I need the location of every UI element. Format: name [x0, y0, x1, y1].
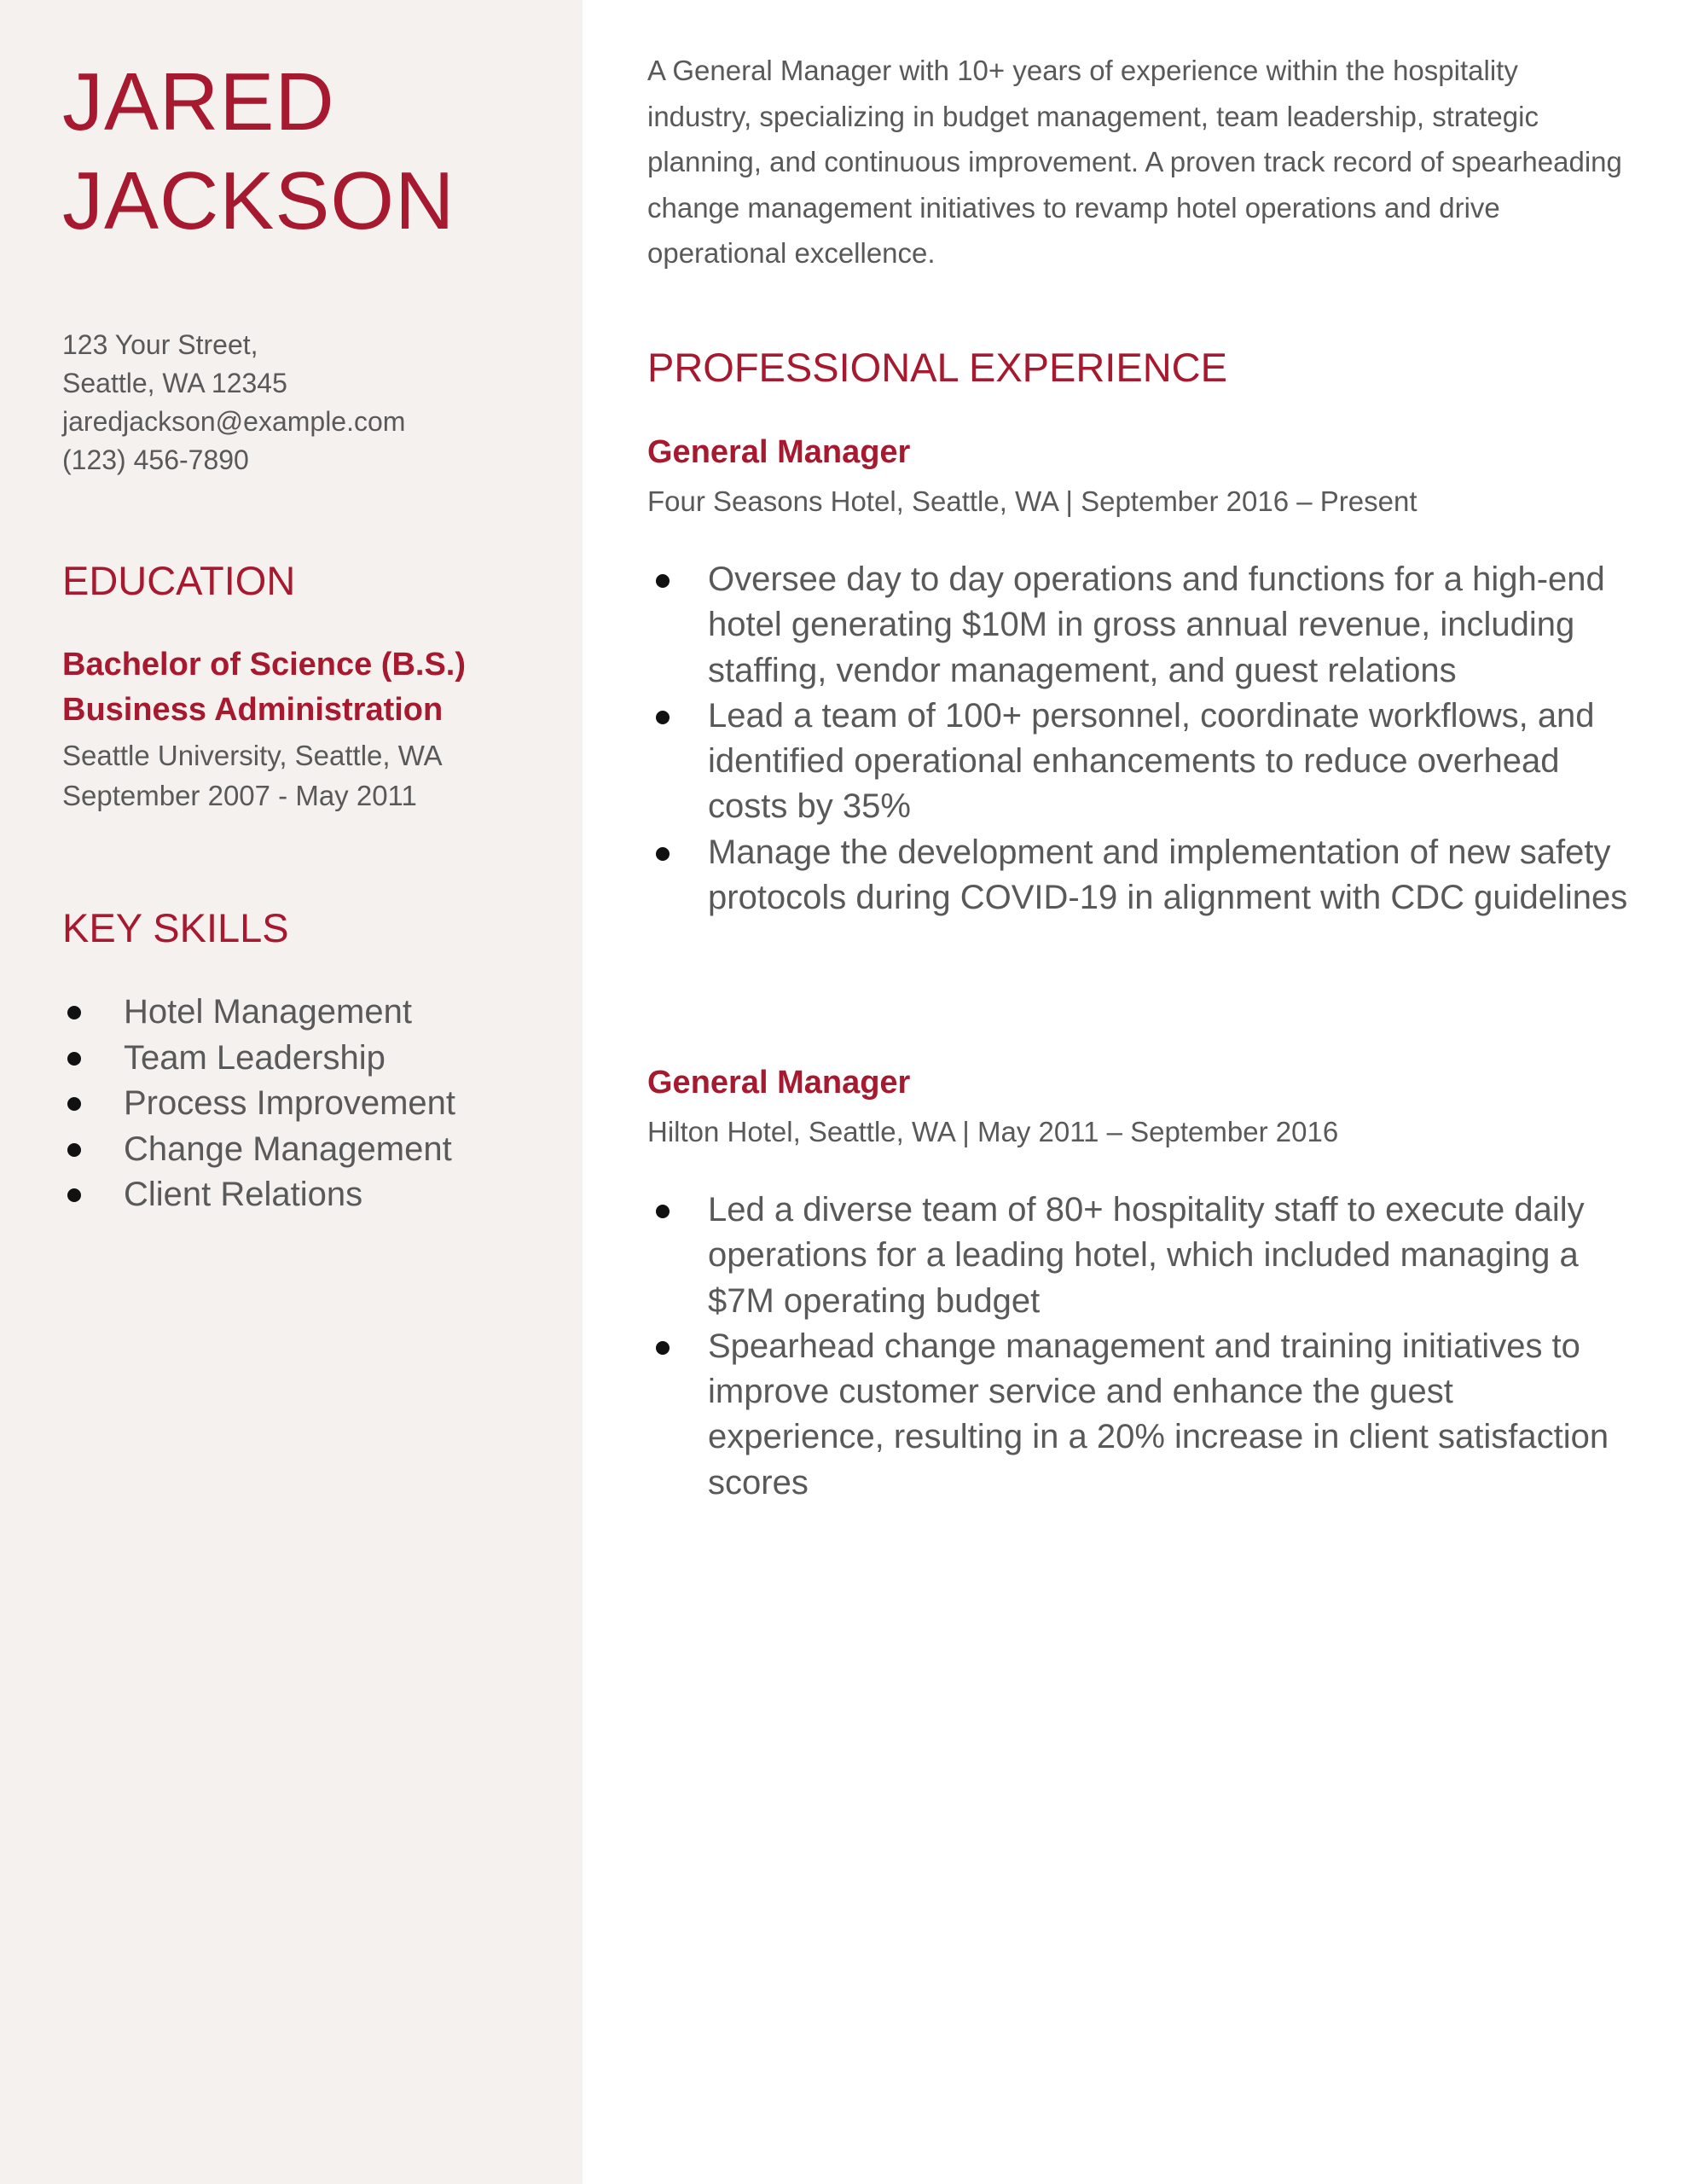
phone: (123) 456-7890: [62, 444, 249, 475]
bullet-icon: [656, 847, 670, 861]
bullet-icon: [656, 711, 670, 724]
job-bullet: [647, 830, 1628, 921]
bullet-text: Led a diverse team of 80+ hospitality staff to execute daily operations for a leading hotel, which included managing a $7M operating budget: [708, 1191, 1585, 1320]
bullet-icon: [67, 1188, 81, 1202]
bullet-icon: [67, 1143, 81, 1157]
email[interactable]: jaredjackson@example.com: [62, 406, 406, 437]
skills-heading: KEY SKILLS: [62, 905, 289, 950]
skill-item: [62, 1081, 455, 1127]
education-heading: EDUCATION: [62, 558, 296, 603]
education-entry: [62, 642, 466, 816]
skill-item: [62, 1127, 455, 1173]
skill-label: Process Improvement: [124, 1084, 456, 1122]
bullet-text: Manage the development and implementation of new safety protocols during COVID-19 in alignment with CDC guidelines: [708, 833, 1628, 917]
skill-item: [62, 990, 455, 1036]
street: 123 Your Street,: [62, 329, 258, 360]
bullet-icon: [67, 1052, 81, 1066]
job-meta: Four Seasons Hotel, Seattle, WA | September 2016 – Present: [647, 485, 1417, 517]
job-bullets: [647, 1188, 1628, 1506]
job-title: General Manager: [647, 1065, 911, 1101]
bullet-icon: [67, 1097, 81, 1111]
education-dates: September 2007 - May 2011: [62, 780, 417, 811]
skill-label: Change Management: [124, 1130, 452, 1168]
job-bullet: [647, 1324, 1628, 1506]
skill-item: [62, 1036, 455, 1082]
job-bullet: [647, 1188, 1628, 1324]
experience-heading: PROFESSIONAL EXPERIENCE: [647, 345, 1227, 390]
job-entry: [647, 431, 1628, 921]
bullet-icon: [67, 1006, 81, 1019]
bullet-text: Lead a team of 100+ personnel, coordinate workflows, and identified operational enhancements to reduce overhead costs by 35%: [708, 696, 1595, 826]
major: Business Administration: [62, 692, 443, 728]
bullet-icon: [656, 1205, 670, 1218]
skill-label: Hotel Management: [124, 993, 412, 1031]
job-meta: Hilton Hotel, Seattle, WA | May 2011 – September 2016: [647, 1116, 1339, 1147]
job-bullet: [647, 557, 1628, 694]
bullet-text: Oversee day to day operations and functions for a high-end hotel generating $10M in gross annual revenue, including staffing, vendor management, and guest relations: [708, 561, 1605, 689]
bullet-icon: [656, 574, 670, 588]
bullet-text: Spearhead change management and training initiatives to improve customer service and enhance the guest experience, resulting in a 20% increase in client satisfaction scores: [708, 1327, 1609, 1502]
skill-item: [62, 1172, 455, 1218]
contact-info: [62, 326, 405, 479]
job-entry: [647, 1061, 1628, 1506]
job-bullet: [647, 694, 1628, 830]
school: Seattle University, Seattle, WA: [62, 740, 443, 771]
job-title: General Manager: [647, 434, 911, 470]
first-name: JARED: [62, 56, 335, 148]
job-bullets: [647, 557, 1628, 921]
candidate-name: [62, 53, 455, 251]
degree: Bachelor of Science (B.S.): [62, 647, 467, 682]
bullet-icon: [656, 1341, 670, 1355]
skill-label: Team Leadership: [124, 1038, 386, 1077]
skills-list: [62, 990, 455, 1218]
last-name: JACKSON: [62, 155, 455, 247]
city: Seattle, WA 12345: [62, 368, 287, 398]
summary: A General Manager with 10+ years of experience within the hospitality industry, specializing in budget management, team leadership, strategic planning, and continuous improvement. A proven track record of spearheading change management initiatives to revamp hotel operations and drive operational excellence.: [647, 55, 1622, 269]
skill-label: Client Relations: [124, 1176, 363, 1213]
